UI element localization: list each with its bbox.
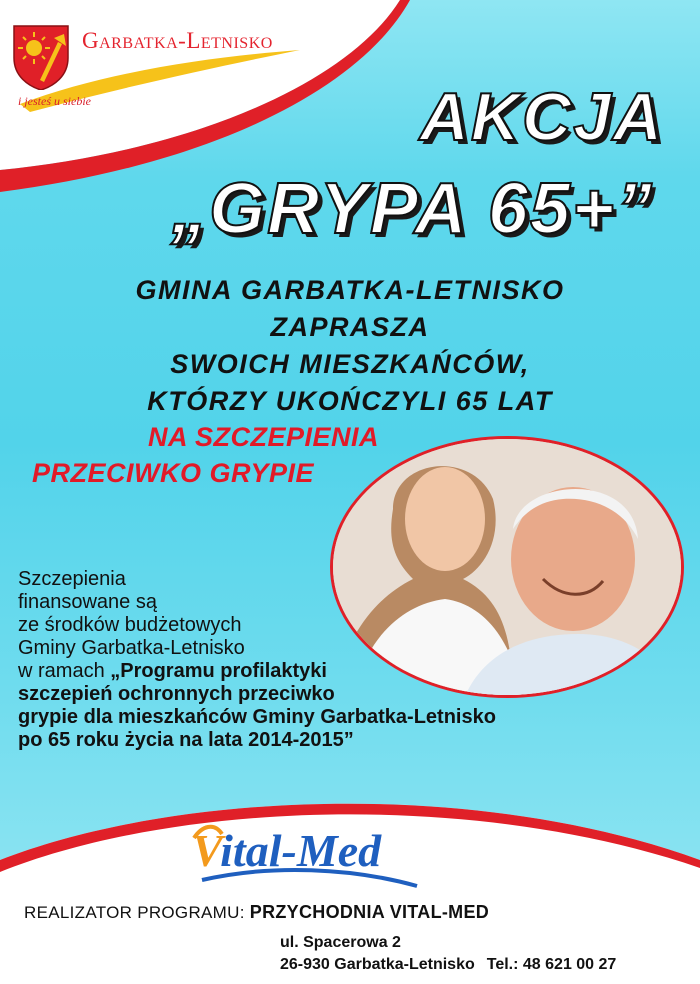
program-name: po 65 roku życia na lata 2014-2015” — [18, 729, 354, 751]
logo-name: Garbatka-Letnisko — [82, 28, 273, 53]
realizator-label: REALIZATOR PROGRAMU: — [24, 903, 245, 922]
city: 26-930 Garbatka-Letnisko — [280, 956, 475, 973]
program-operator — [24, 902, 489, 923]
street-address: ul. Spacerowa 2 — [280, 934, 401, 951]
body-line: Szczepienia — [18, 568, 126, 590]
city-and-phone — [280, 956, 616, 974]
body-line — [18, 660, 496, 683]
invitation-text — [0, 272, 700, 420]
coat-of-arms-icon — [12, 24, 70, 90]
vital-med-logo — [192, 816, 422, 901]
vaccination-line: NA SZCZEPIENIA — [148, 422, 380, 452]
flu-line: PRZECIWKO GRYPIE — [32, 458, 315, 488]
logo-motto: i jesteś u siebie — [18, 94, 91, 108]
invite-line: ZAPRASZA — [270, 312, 430, 342]
invite-line: GMINA GARBATKA-LETNISKO — [135, 275, 565, 305]
brand-rest: ital-Med — [220, 825, 382, 876]
body-prefix: w ramach — [18, 660, 111, 682]
program-name: „Programu profilaktyki — [110, 660, 327, 682]
phone: Tel.: 48 621 00 27 — [486, 956, 617, 973]
realizator-name: PRZYCHODNIA VITAL-MED — [249, 902, 490, 922]
body-line: ze środków budżetowych — [18, 614, 242, 636]
brand-v: V — [192, 825, 221, 876]
title-akcja: AKCJA — [419, 79, 664, 155]
program-name: grypie dla mieszkańców Gminy Garbatka-Letnisko — [18, 706, 496, 728]
invite-line: KTÓRZY UKOŃCZYLI 65 LAT — [147, 386, 553, 416]
body-line: Gminy Garbatka-Letnisko — [18, 637, 245, 659]
program-name: szczepień ochronnych przeciwko — [18, 683, 335, 705]
funding-text — [18, 568, 496, 752]
body-line: finansowane są — [18, 591, 157, 613]
vital-med-wordmark — [192, 824, 381, 877]
title-grypa: „GRYPA 65+” — [171, 169, 654, 249]
invite-line: SWOICH MIESZKAŃCÓW, — [170, 349, 530, 379]
